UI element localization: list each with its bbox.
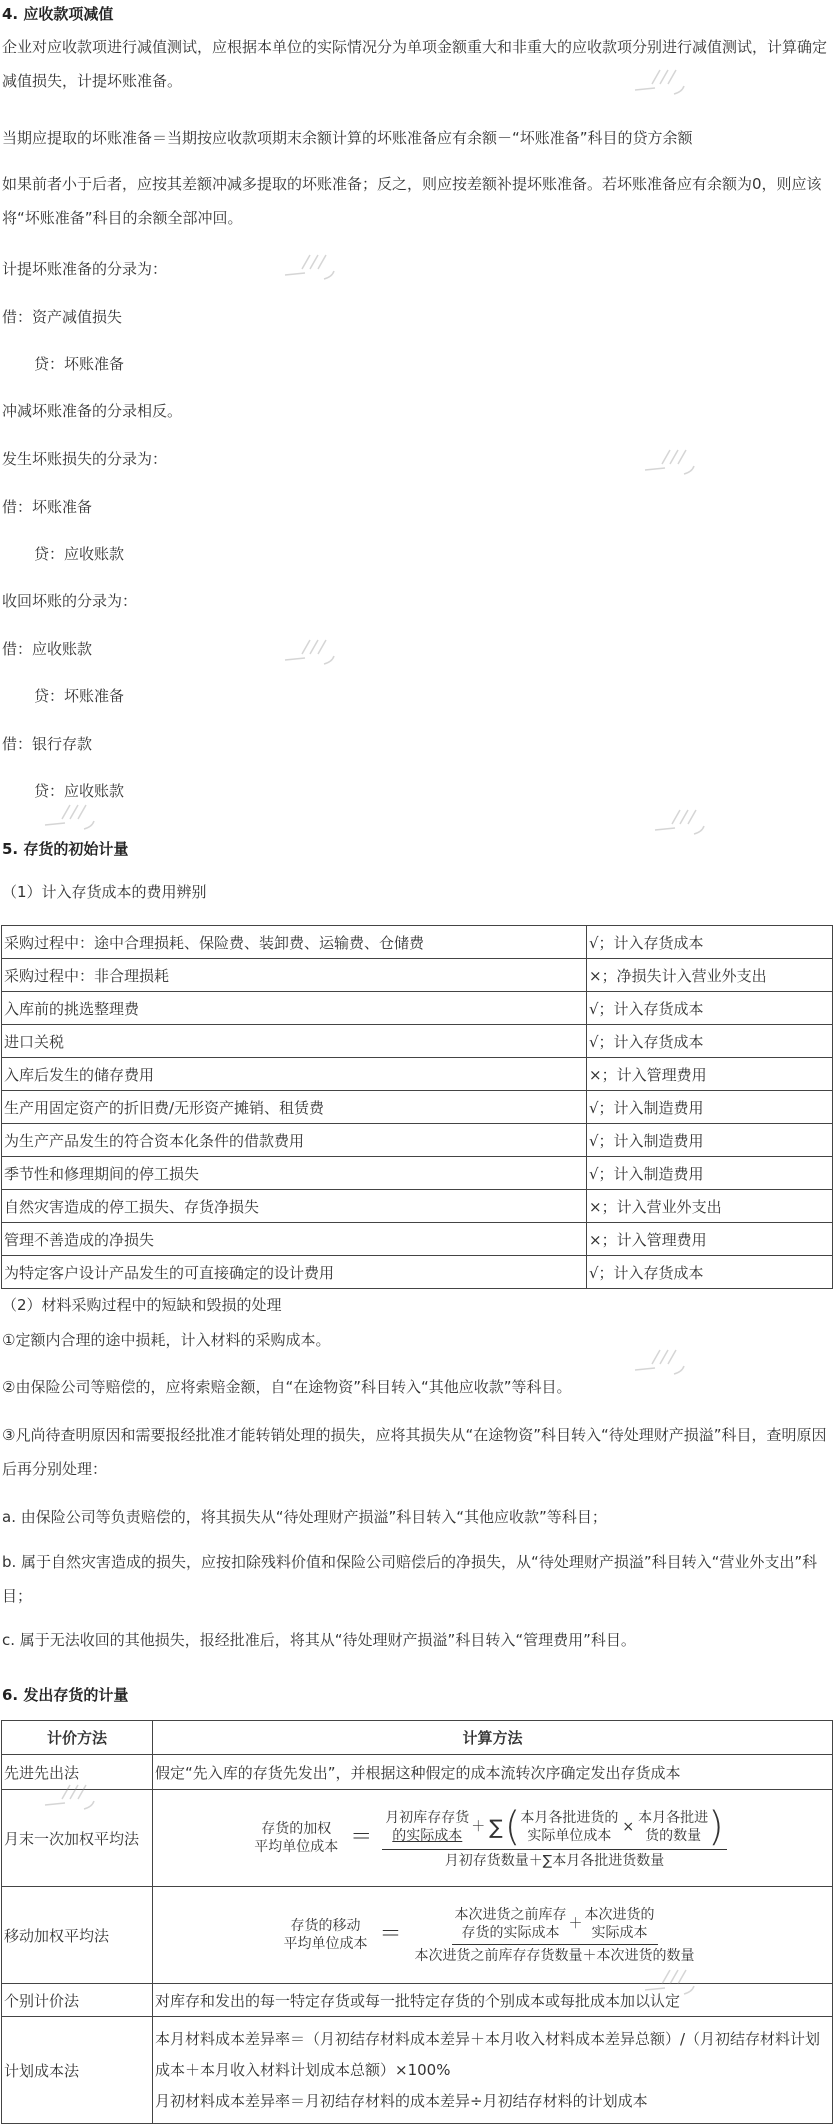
treatment: ×；计入管理费用	[587, 1058, 833, 1091]
method-description: 本月材料成本差异率＝（月初结存材料成本差异＋本月收入材料成本差异总额）/（月初结存材料计划成本＋本月收入材料计划成本总额）×100% 月初材料成本差异率＝月初结存材料的成本差异÷月初结存材料的计划成本	[153, 2017, 833, 2124]
treatment: √；计入存货成本	[587, 992, 833, 1025]
paragraph: 如果前者小于后者，应按其差额冲减多提取的坏账准备；反之，则应按差额补提坏账准备。若坏账准备应有余额为0，则应该将“坏账准备”科目的余额全部冲回。	[2, 175, 822, 227]
method-name: 计划成本法	[2, 2017, 153, 2124]
watermark-icon	[280, 630, 340, 670]
table-row	[2, 2017, 833, 2124]
expense-item: 自然灾害造成的停工损失、存货净损失	[2, 1190, 587, 1223]
paragraph: 当期应提取的坏账准备＝当期按应收款项期末余额计算的坏账准备应有余额－“坏账准备”科目的贷方余额	[2, 129, 693, 147]
expense-item: 采购过程中：途中合理损耗、保险费、装卸费、运输费、仓储费	[2, 926, 587, 959]
treatment: ×；计入管理费用	[587, 1223, 833, 1256]
treatment: √；计入制造费用	[587, 1124, 833, 1157]
table-row	[2, 1190, 833, 1223]
valuation-method-table	[1, 1720, 833, 2124]
watermark-icon	[630, 1340, 690, 1380]
formula-lhs: 存货的移动 平均单位成本	[283, 1918, 368, 1952]
section-heading-receivable-impairment: 4. 应收款项减值	[2, 5, 114, 23]
subheading: （2）材料采购过程中的短缺和毁损的处理	[2, 1296, 282, 1314]
paragraph: c. 属于无法收回的其他损失，报经批准后，将其从“待处理财产损溢”科目转入“管理费用”科目。	[2, 1631, 636, 1649]
entry-credit: 贷：应收账款	[34, 545, 125, 563]
watermark-icon	[280, 245, 340, 285]
paragraph: b. 属于自然灾害造成的损失，应按扣除残料价值和保险公司赔偿后的净损失，从“待处理财产损溢”科目转入“营业外支出”科目；	[2, 1553, 818, 1605]
table-row	[2, 1887, 833, 1984]
section-heading-inventory-initial: 5. 存货的初始计量	[2, 840, 129, 858]
treatment: √；计入存货成本	[587, 1025, 833, 1058]
moving-average-formula: 存货的移动 平均单位成本 ＝ 本次进货之前库存 存货的实际成本 ＋ 本次进货的 实际成本 本次进货之前库存存货数量＋本次进货的数量	[153, 1887, 833, 1984]
column-header: 计价方法	[2, 1721, 153, 1755]
treatment: √；计入制造费用	[587, 1091, 833, 1124]
method-name: 个别计价法	[2, 1984, 153, 2017]
section-heading-inventory-issue: 6. 发出存货的计量	[2, 1686, 129, 1704]
table-row	[2, 1256, 833, 1289]
watermark-icon	[40, 795, 100, 835]
treatment: √；计入制造费用	[587, 1157, 833, 1190]
table-row	[2, 926, 833, 959]
watermark-icon	[630, 60, 690, 100]
table-row	[2, 959, 833, 992]
entry-title: 发生坏账损失的分录为：	[2, 450, 168, 468]
column-header: 计算方法	[153, 1721, 833, 1755]
method-description: 假定“先入库的存货先发出”，并根据这种假定的成本流转次序确定发出存货成本	[153, 1755, 833, 1790]
watermark-icon	[650, 800, 710, 840]
expense-item: 入库前的挑选整理费	[2, 992, 587, 1025]
entry-title: 计提坏账准备的分录为：	[2, 260, 168, 278]
expense-item: 季节性和修理期间的停工损失	[2, 1157, 587, 1190]
paragraph: 企业对应收款项进行减值测试，应根据本单位的实际情况分为单项金额重大和非重大的应收款项分别进行减值测试，计算确定减值损失，计提坏账准备。	[2, 38, 828, 90]
method-name: 移动加权平均法	[2, 1887, 153, 1984]
treatment: ×；计入营业外支出	[587, 1190, 833, 1223]
entry-credit: 贷：坏账准备	[34, 355, 125, 373]
table-row	[2, 1790, 833, 1887]
expense-item: 为生产产品发生的符合资本化条件的借款费用	[2, 1124, 587, 1157]
expense-item: 采购过程中：非合理损耗	[2, 959, 587, 992]
entry-title: 冲减坏账准备的分录相反。	[2, 402, 183, 420]
method-name: 先进先出法	[2, 1755, 153, 1790]
entry-credit: 贷：应收账款	[34, 782, 125, 800]
expense-item: 生产用固定资产的折旧费/无形资产摊销、租赁费	[2, 1091, 587, 1124]
table-row	[2, 1157, 833, 1190]
subheading: （1）计入存货成本的费用辨别	[2, 883, 207, 901]
entry-debit: 借：应收账款	[2, 640, 93, 658]
table-row	[2, 1058, 833, 1091]
entry-debit: 借：坏账准备	[2, 498, 93, 516]
entry-debit: 借：银行存款	[2, 735, 93, 753]
table-row	[2, 1025, 833, 1058]
watermark-icon	[640, 1960, 700, 2000]
expense-item: 为特定客户设计产品发生的可直接确定的设计费用	[2, 1256, 587, 1289]
table-row	[2, 1223, 833, 1256]
table-row	[2, 992, 833, 1025]
paragraph: ②由保险公司等赔偿的，应将索赔金额，自“在途物资”科目转入“其他应收款”等科目。	[2, 1378, 572, 1396]
watermark-icon	[640, 440, 700, 480]
table-row	[2, 1984, 833, 2017]
treatment: √；计入存货成本	[587, 926, 833, 959]
method-description: 对库存和发出的每一特定存货或每一批特定存货的个别成本或每批成本加以认定	[153, 1984, 833, 2017]
watermark-icon	[40, 1775, 100, 1815]
paragraph: ①定额内合理的途中损耗，计入材料的采购成本。	[2, 1331, 331, 1349]
table-header-row	[2, 1721, 833, 1755]
table-row	[2, 1124, 833, 1157]
paragraph: a. 由保险公司等负责赔偿的，将其损失从“待处理财产损溢”科目转入“其他应收款”等科目；	[2, 1508, 607, 1526]
table-row	[2, 1755, 833, 1790]
weighted-average-formula: 存货的加权 平均单位成本 ＝ 月初库存存货 的实际成本 ＋ ∑ ( 本月各批进货的 实际单位成本 × 本月各批进 货的数量 ) 月初存货数量＋∑本月各批进货数量	[153, 1790, 833, 1887]
expense-item: 入库后发生的储存费用	[2, 1058, 587, 1091]
formula-lhs: 存货的加权 平均单位成本	[254, 1821, 339, 1855]
treatment: √；计入存货成本	[587, 1256, 833, 1289]
paragraph: ③凡尚待查明原因和需要报经批准才能转销处理的损失，应将其损失从“在途物资”科目转入“待处理财产损溢”科目，查明原因后再分别处理：	[2, 1426, 827, 1478]
table-row	[2, 1091, 833, 1124]
entry-title: 收回坏账的分录为：	[2, 592, 138, 610]
treatment: ×；净损失计入营业外支出	[587, 959, 833, 992]
expense-item: 进口关税	[2, 1025, 587, 1058]
expense-item: 管理不善造成的净损失	[2, 1223, 587, 1256]
entry-debit: 借：资产减值损失	[2, 308, 123, 326]
entry-credit: 贷：坏账准备	[34, 687, 125, 705]
cost-identification-table	[1, 925, 833, 1289]
method-name: 月末一次加权平均法	[2, 1790, 153, 1887]
